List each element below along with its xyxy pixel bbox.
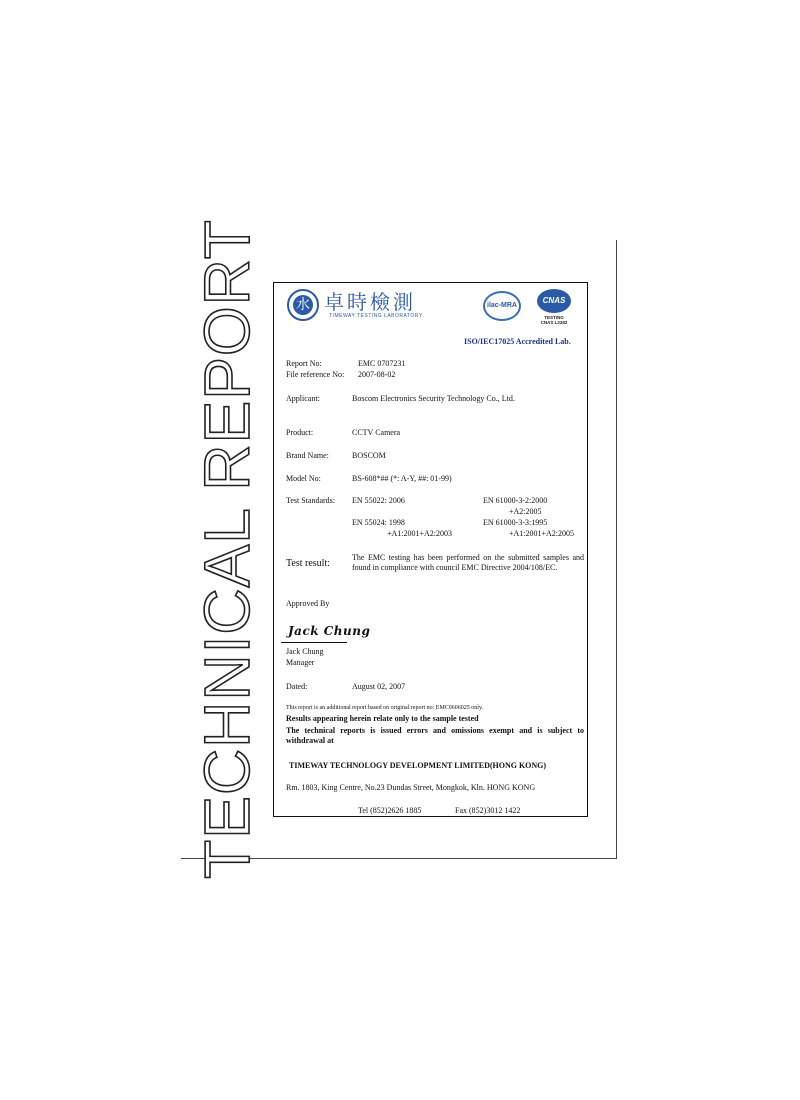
standard-en55024-amend: +A1:2001+A2:2003	[387, 529, 453, 538]
product-label: Product:	[286, 428, 314, 437]
side-title-text: TECHNICAL REPORT	[191, 219, 263, 879]
logo-glyph: 水	[293, 295, 313, 315]
company-address: Rm. 1803, King Centre, No.23 Dundas Street, Mongkok, Kln. HONG KONG	[286, 783, 536, 792]
cnas-caption-line2: CNAS L2292	[540, 320, 568, 325]
file-ref-value: 2007-08-02	[358, 370, 396, 379]
cnas-logo-icon: CNAS	[537, 289, 571, 313]
company-name: TIMEWAY TECHNOLOGY DEVELOPMENT LIMITED(HONG KONG)	[289, 761, 547, 770]
standards-label: Test Standards:	[286, 496, 335, 505]
standard-en61000-3-3-amend: +A1:2001+A2:2005	[509, 529, 575, 538]
dated-value: August 02, 2007	[352, 682, 406, 691]
brand-value: BOSCOM	[352, 451, 386, 460]
model-label: Model No:	[286, 474, 321, 483]
standard-en61000-3-2: EN 61000-3-2:2000	[483, 496, 548, 505]
lab-logo-icon	[287, 289, 319, 321]
applicant-value: Boscom Electronics Security Technology Co., Ltd.	[352, 394, 515, 403]
page-border-right	[616, 240, 617, 858]
lab-name-chinese: 卓時檢測	[324, 290, 416, 314]
dated-label: Dated:	[286, 682, 308, 691]
model-value: BS-608*## (*: A-Y, ##: 01-99)	[352, 474, 452, 483]
applicant-label: Applicant:	[286, 394, 320, 403]
file-ref-label: File reference No:	[286, 370, 345, 379]
cnas-caption-line1: TESTING	[544, 315, 564, 320]
errors-omissions-note: The technical reports is issued errors and omissions exempt and is subject to withdrawal at	[286, 726, 584, 745]
lab-name-english: TIMEWAY TESTING LABORATORY	[329, 313, 423, 319]
report-no-label: Report No:	[286, 359, 322, 368]
product-value: CCTV Camera	[352, 428, 401, 437]
standard-en55024: EN 55024: 1998	[352, 518, 405, 527]
standard-en61000-3-2-amend: +A2:2005	[509, 507, 542, 516]
additional-report-note: This report is an additional report based on original report no: EMC0606025 only.	[286, 705, 484, 711]
company-fax: Fax (852)3012 1422	[455, 806, 521, 815]
signature: Jack Chung	[288, 624, 371, 638]
approver-name: Jack Chung	[286, 647, 324, 656]
signature-line	[281, 642, 347, 643]
test-result-label: Test result:	[286, 558, 331, 569]
approver-title: Manager	[286, 658, 315, 667]
test-result-text: The EMC testing has been performed on the submitted samples and found in compliance with council EMC Directive 2004/108/EC.	[352, 553, 584, 572]
standard-en61000-3-3: EN 61000-3-3:1995	[483, 518, 548, 527]
accreditation-text: ISO/IEC17025 Accredited Lab.	[464, 337, 571, 346]
cnas-caption	[536, 315, 572, 325]
company-tel: Tel (852)2626 1885	[358, 806, 422, 815]
sample-tested-note: Results appearing herein relate only to the sample tested	[286, 714, 479, 723]
standard-en55022: EN 55022: 2006	[352, 496, 405, 505]
ilac-mra-logo-icon: ilac-MRA	[483, 291, 521, 321]
brand-label: Brand Name:	[286, 451, 329, 460]
approved-by-label: Approved By	[286, 599, 330, 608]
report-no-value: EMC 0707231	[358, 359, 406, 368]
